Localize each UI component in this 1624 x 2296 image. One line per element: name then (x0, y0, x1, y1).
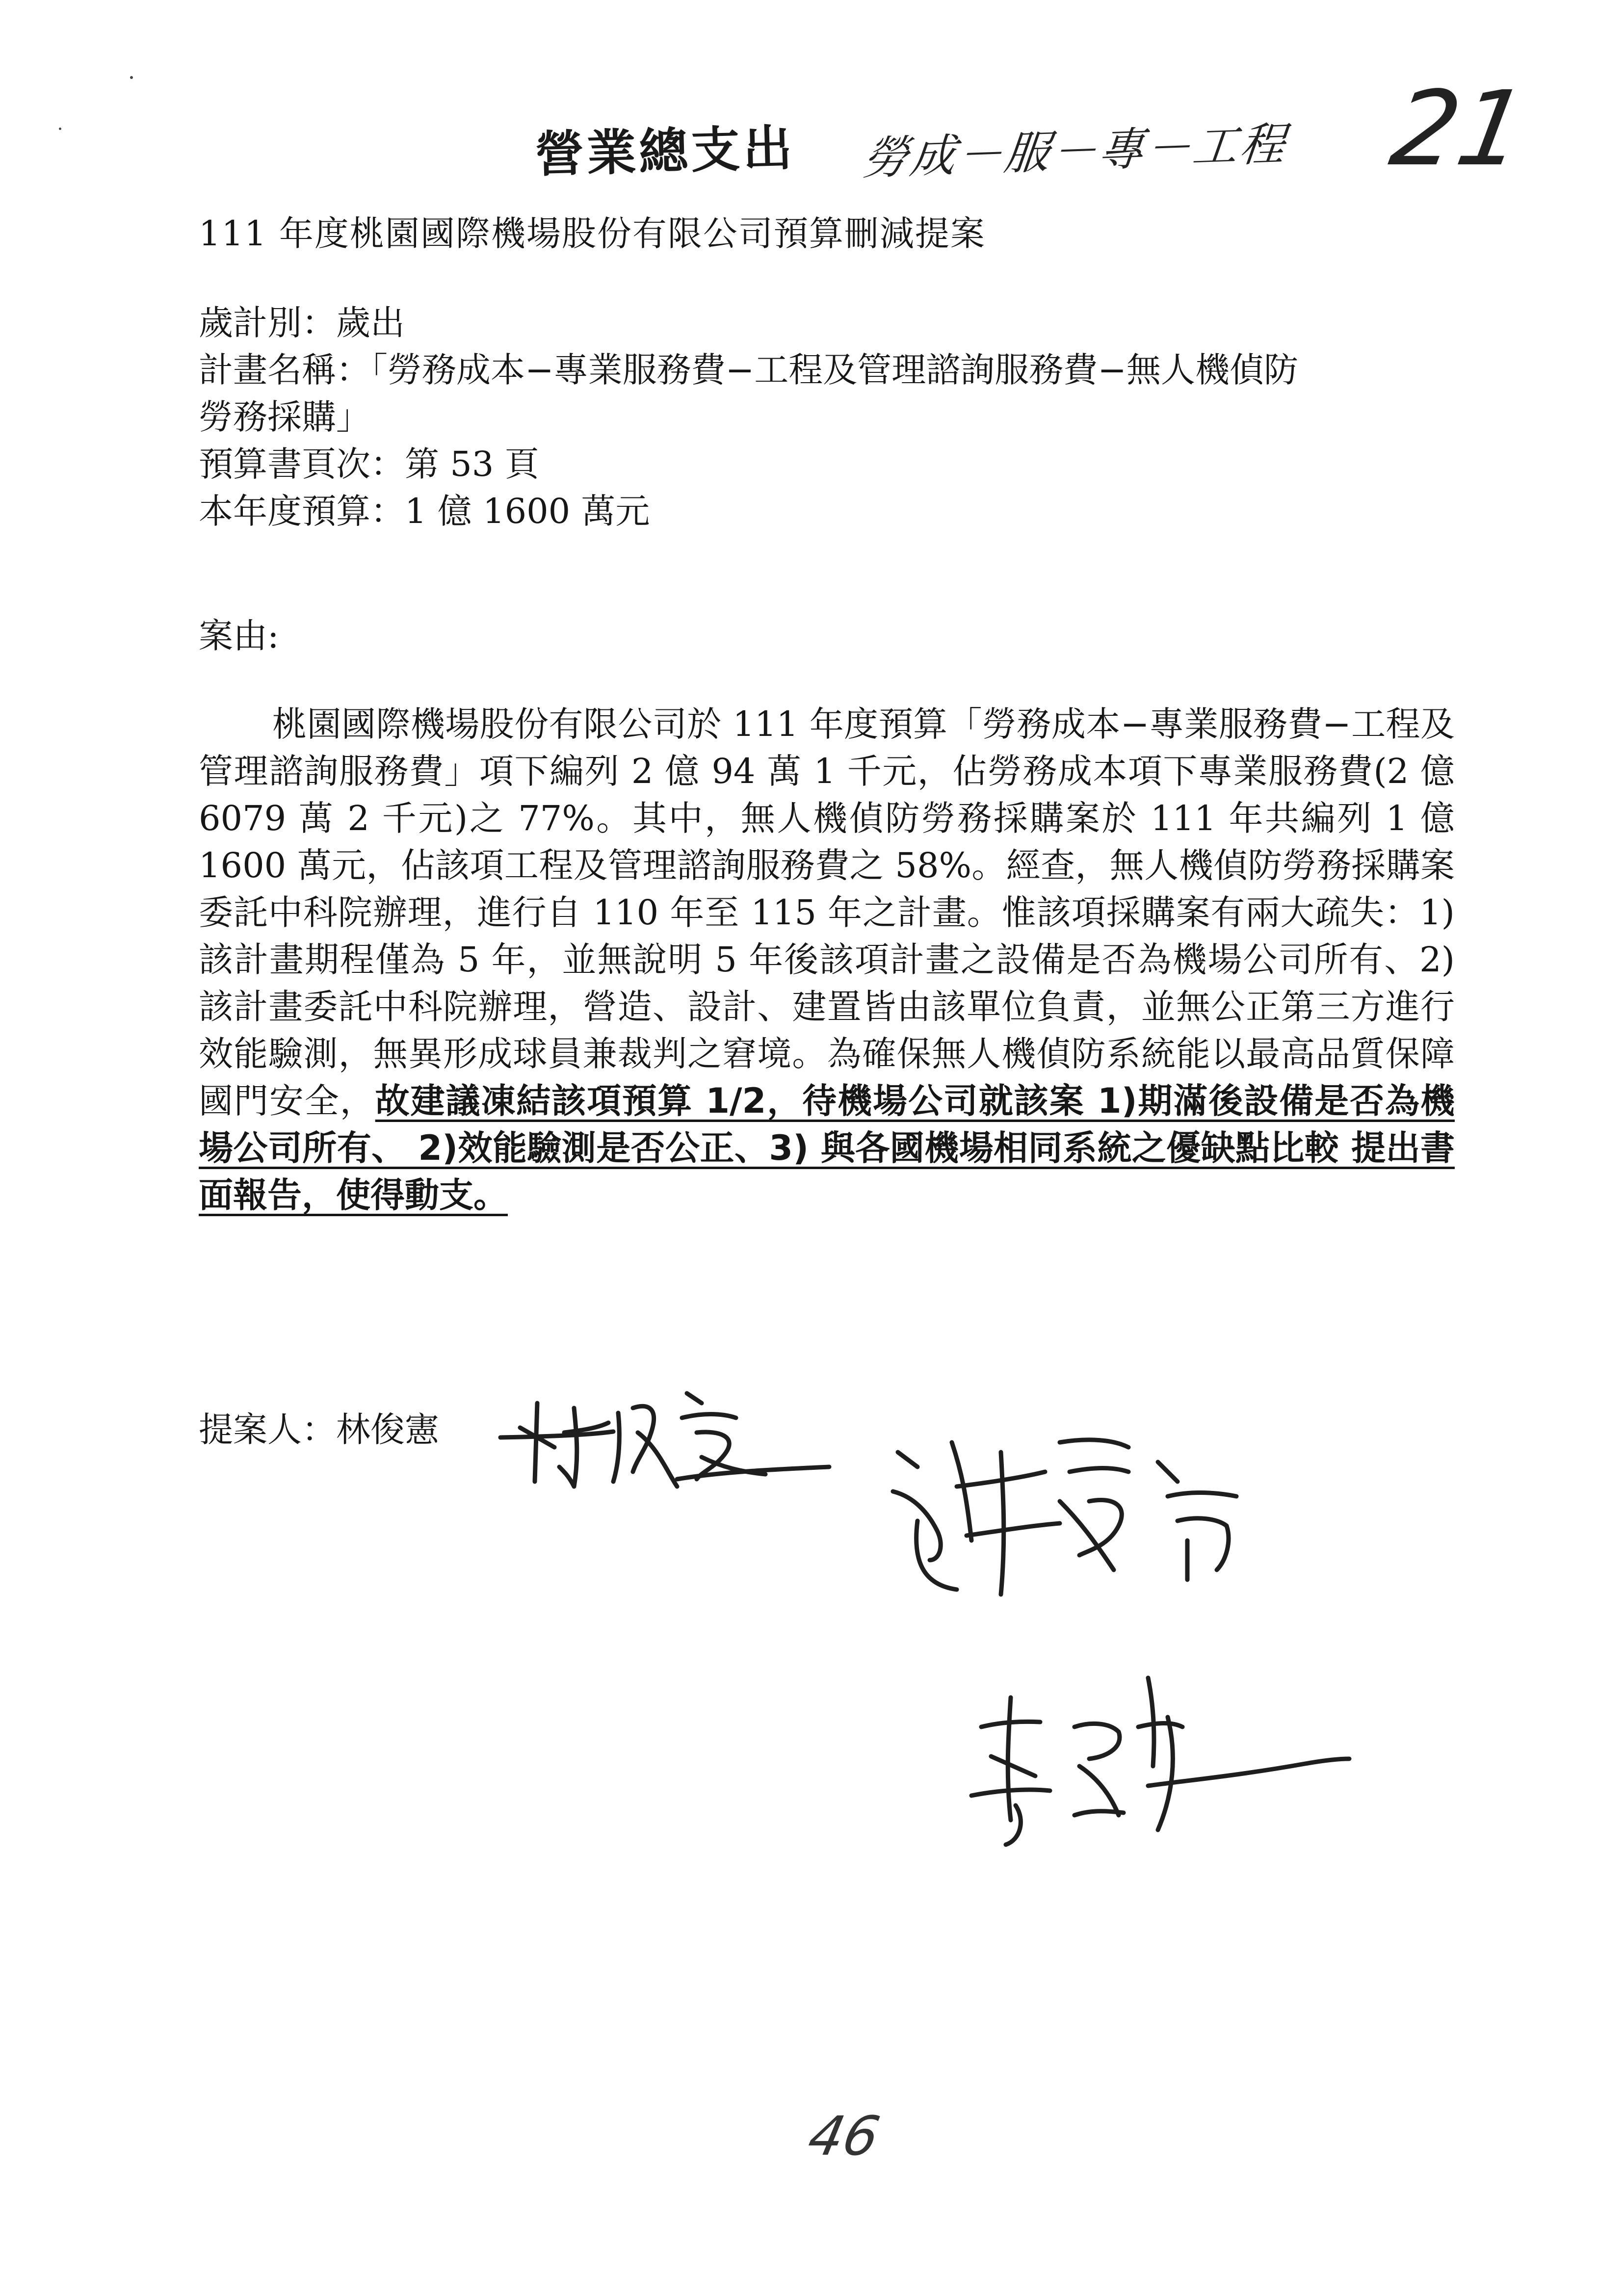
plan-name-line-2: 勞務採購」 (199, 397, 370, 437)
handwritten-category-note: 勞成－服－專－工程 (860, 117, 1290, 185)
category-stamp: 營業總支出 (534, 119, 796, 183)
account-type: 歲計別：歲出 (199, 303, 405, 343)
signature-li (962, 1658, 1354, 1864)
budget-page: 預算書頁次：第 53 頁 (199, 444, 539, 484)
scan-speck (59, 128, 61, 130)
scan-speck (130, 76, 133, 79)
document-title: 111 年度桃園國際機場股份有限公司預算刪減提案 (199, 213, 986, 254)
freeze-recommendation: 故建議凍結該項預算 1/2，待機場公司就該案 1)期滿後設備是否為機場公司所有、 2)效能驗測是否公正、3) 與各國機場相同系統之優缺點比較 提出書面報告，使得動支。 (199, 1081, 1455, 1215)
signature-lin (491, 1374, 834, 1501)
budget-amount: 本年度預算：1 億 1600 萬元 (199, 491, 650, 531)
page-number: 46 (803, 2105, 885, 2167)
reason-text: 桃園國際機場股份有限公司於 111 年度預算「勞務成本−專業服務費−工程及管理諮詢服務費」項下編列 2 億 94 萬 1 千元，佔勞務成本項下專業服務費(2 億 6079 萬 2 千元)之 77%。其中，無人機偵防勞務採購案於 111 年共編列 1 億 1600 萬元，佔該項工程及管理諮詢服務費之 58%。經查，無人機偵防勞務採購案委託中科院辦理，進行自 110 年至 115 年之計畫。惟該項採購案有兩大疏失：1) 該計畫期程僅為 5 年，並無說明 5 年後該項計畫之設備是否為機場公司所有、2) 該計畫委託中科院辦理，營造、設計、建置皆由該單位負責，並無公正第三方進行效能驗測，無異形成球員兼裁判之窘境。為確保無人機偵防系統能以最高品質保障國門安全， (199, 704, 1455, 1121)
plan-name-line-1: 計畫名稱：「勞務成本−專業服務費−工程及管理諮詢服務費−無人機偵防 (199, 350, 1298, 390)
signature-hsu (883, 1413, 1256, 1619)
handwritten-item-number: 21 (1383, 69, 1535, 189)
reason-body (199, 701, 1455, 1219)
reason-label: 案由: (199, 616, 279, 656)
proposal-meta (199, 299, 1455, 535)
proposer: 提案人：林俊憲 (199, 1409, 439, 1450)
